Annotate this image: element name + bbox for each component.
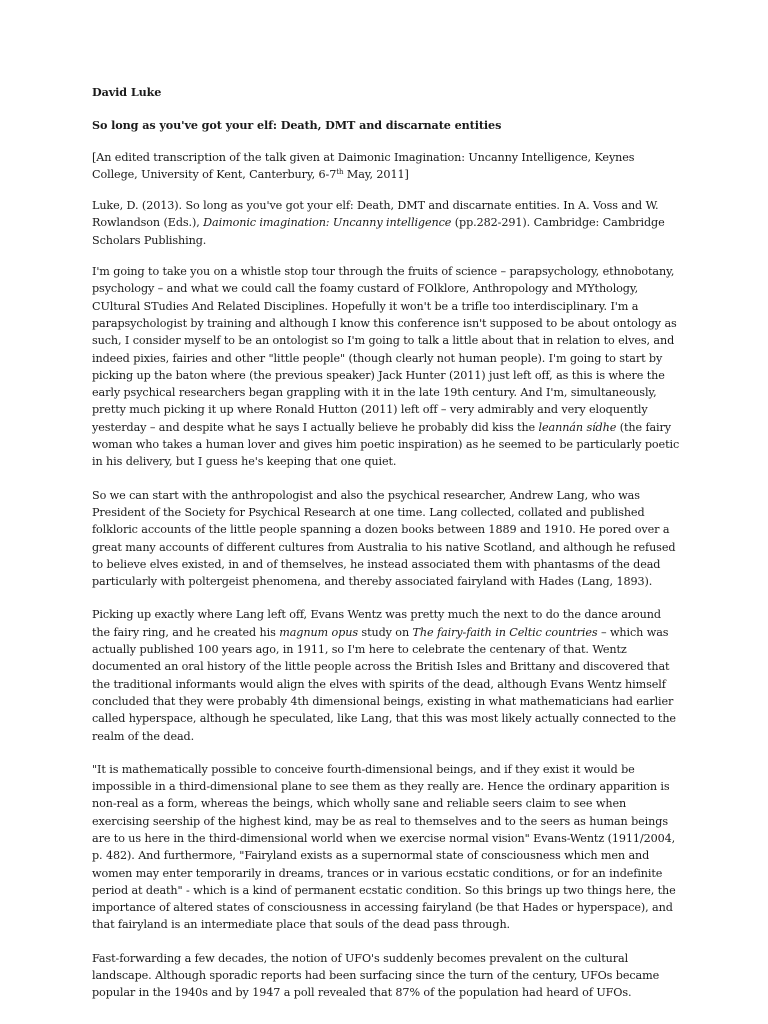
citation-text: Luke, D. (2013). So long as you've got your elf: Death, DMT and discarnate entities. In A. Voss and W. Rowlandson (Eds.),	[92, 199, 659, 230]
paragraph-3-text-a: Picking up exactly where Lang left off, Evans Wentz was pretty much the next to do the dance around the fairy ring, and he created his	[92, 608, 661, 639]
paragraph-1	[92, 263, 682, 471]
transcription-note	[92, 149, 682, 184]
paragraph-3-italic-1: magnum opus	[279, 625, 358, 639]
paragraph-1-italic: leannán sídhe	[538, 420, 617, 434]
paragraph-3-text-b: study on	[357, 625, 413, 639]
author-name: David Luke	[92, 85, 162, 99]
document-page	[92, 84, 682, 1018]
paragraph-3-italic-2: The fairy-faith in Celtic countries	[412, 625, 598, 639]
paragraph-3	[92, 606, 682, 744]
citation-book-title: Daimonic imagination: Uncanny intelligence	[203, 216, 452, 230]
paragraph-4-quote: "It is mathematically possible to conceive fourth-dimensional beings, and if they exist it would be impossible in a third-dimensional plane to see them as they really are. Hence the ordinary apparition is non-real as a form, whereas the beings, which wholly sane and reliable seers claim to see when exercising seership of the highest kind, may be as real to themselves and to the seers as human beings are to us here in the third-dimensional world when we exercise normal vision" Evans-Wentz (1911/2004, p. 482). And furthermore, "Fairyland exists as a supernormal state of consciousness which men and women may enter temporarily in dreams, trances or in various ecstatic conditions, or for an indefinite period at death" - which is a kind of permanent ecstatic condition. So this brings up two things here, the importance of altered states of consciousness in accessing fairyland (be that Hades or hyperspace), and that fairyland is an intermediate place that souls of the dead pass through.	[92, 762, 676, 932]
date-superscript: th	[336, 167, 344, 176]
paragraph-5: Fast-forwarding a few decades, the notion of UFO's suddenly becomes prevalent on the cultural landscape. Although sporadic reports had been surfacing since the turn of the century, UFOs became popular in the 1940s and by 1947 a poll revealed that 87% of the population had heard of UFOs.	[92, 951, 660, 1000]
paragraph-1-text-b: (the fairy woman who takes a human lover and gives him poetic inspiration) as he seemed to be particularly poetic in his delivery, but I guess he's keeping that one quiet.	[92, 420, 680, 469]
transcription-note-end: May, 2011]	[343, 167, 409, 181]
citation	[92, 197, 682, 249]
document-title: So long as you've got your elf: Death, DMT and discarnate entities	[92, 118, 502, 133]
paragraph-2: So we can start with the anthropologist and also the psychical researcher, Andrew Lang, who was President of the Society for Psychical Research at one time. Lang collected, collated and published folkloric accounts of the little people spanning a dozen books between 1889 and 1910. He pored over a great many accounts of different cultures from Australia to his native Scotland, and although he refused to believe elves existed, in and of themselves, he instead associated them with phantasms of the dead particularly with poltergeist phenomena, and thereby associated fairyland with Hades (Lang, 1893).	[92, 488, 676, 589]
paragraph-1-text-a: I'm going to take you on a whistle stop tour through the fruits of science – parapsychology, ethnobotany, psychology – and what we could call the foamy custard of FOlklore, Anthropology and MYthology, CUltural STudies And Related Disciplines. Hopefully it won't be a trifle too interdisciplinary. I'm a parapsychologist by training and although I know this conference isn't supposed to be about ontology as such, I consider myself to be an ontologist so I'm going to talk a little about that in relation to elves, and indeed pixies, fairies and other "little people" (though clearly not human people). I'm going to start by picking up the baton where (the previous speaker) Jack Hunter (2011) just left off, as this is where the early psychical researchers began grappling with it in the late 19th century. And I'm, simultaneously, pretty much picking it up where Ronald Hutton (2011) left off – very admirably and very eloquently yesterday – and despite what he says I actually believe he probably did kiss the	[92, 265, 677, 434]
citation-publisher: (pp.282-291). Cambridge: Cambridge Scholars Publishing.	[92, 216, 665, 247]
transcription-note-text: [An edited transcription of the talk given at Daimonic Imagination: Uncanny Intelligence, Keynes College, University of Kent, Canterbury, 6-7	[92, 150, 635, 181]
paragraph-3-text-c: – which was actually published 100 years ago, in 1911, so I'm here to celebrate the centenary of that. Wentz documented an oral history of the little people across the British Isles and Brittany and discovered that the traditional informants would align the elves with spirits of the dead, although Evans Wentz himself concluded that they were probably 4th dimensional beings, existing in what mathematicians had earlier called hyperspace, although he speculated, like Lang, that this was most likely actually connected to the realm of the dead.	[92, 625, 676, 743]
